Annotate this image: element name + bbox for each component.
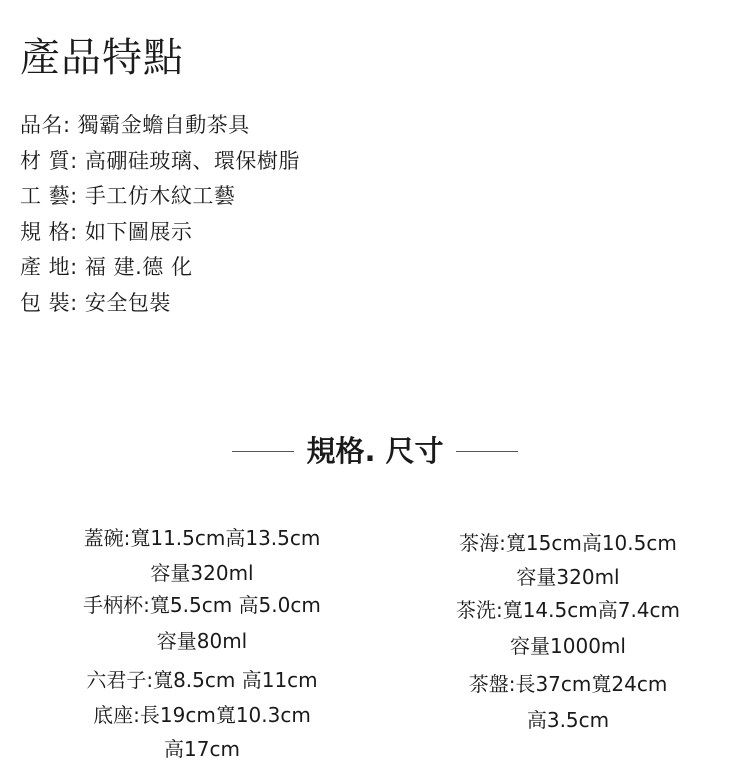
spec-tray-height: 高3.5cm (526, 708, 610, 732)
feature-packaging: 包 裝: 安全包裝 (20, 290, 171, 315)
spec-base-height: 高17cm (164, 737, 240, 761)
spec-tray-size: 茶盤:長37cm寬24cm (468, 672, 668, 696)
feature-craft: 工 藝: 手工仿木紋工藝 (20, 184, 236, 208)
section-heading (0, 428, 750, 474)
feature-material: 材 質: 高硼硅玻璃、環保樹脂 (20, 148, 300, 173)
feature-spec: 規 格: 如下圖展示 (20, 219, 193, 244)
feature-product-name: 品名: 獨霸金蟾自動茶具 (20, 113, 250, 137)
feature-list (20, 108, 300, 321)
spec-pitcher-size: 茶海:寬15cm高10.5cm (459, 531, 677, 555)
spec-list-left (17, 521, 387, 767)
heading-rule-right (456, 451, 518, 452)
spec-cup-size: 手柄杯:寬5.5cm 高5.0cm (83, 593, 321, 617)
spec-base-size: 底座:長19cm寬10.3cm (93, 703, 311, 727)
spec-list-right (383, 526, 750, 738)
page-title: 產品特點 (20, 35, 184, 81)
spec-cup-capacity: 容量80ml (156, 629, 248, 653)
heading-rule-left (232, 451, 294, 452)
spec-washer-capacity: 容量1000ml (510, 634, 626, 658)
spec-liujunzi-size: 六君子:寬8.5cm 高11cm (86, 668, 318, 692)
feature-origin: 產 地: 福 建.德 化 (20, 255, 193, 279)
section-heading-text: 規格. 尺寸 (306, 434, 444, 468)
spec-gaiwan-capacity: 容量320ml (150, 560, 254, 585)
spec-washer-size: 茶洗:寬14.5cm高7.4cm (455, 597, 681, 622)
spec-gaiwan-size: 蓋碗:寬11.5cm高13.5cm (83, 526, 321, 550)
spec-pitcher-capacity: 容量320ml (516, 564, 620, 589)
